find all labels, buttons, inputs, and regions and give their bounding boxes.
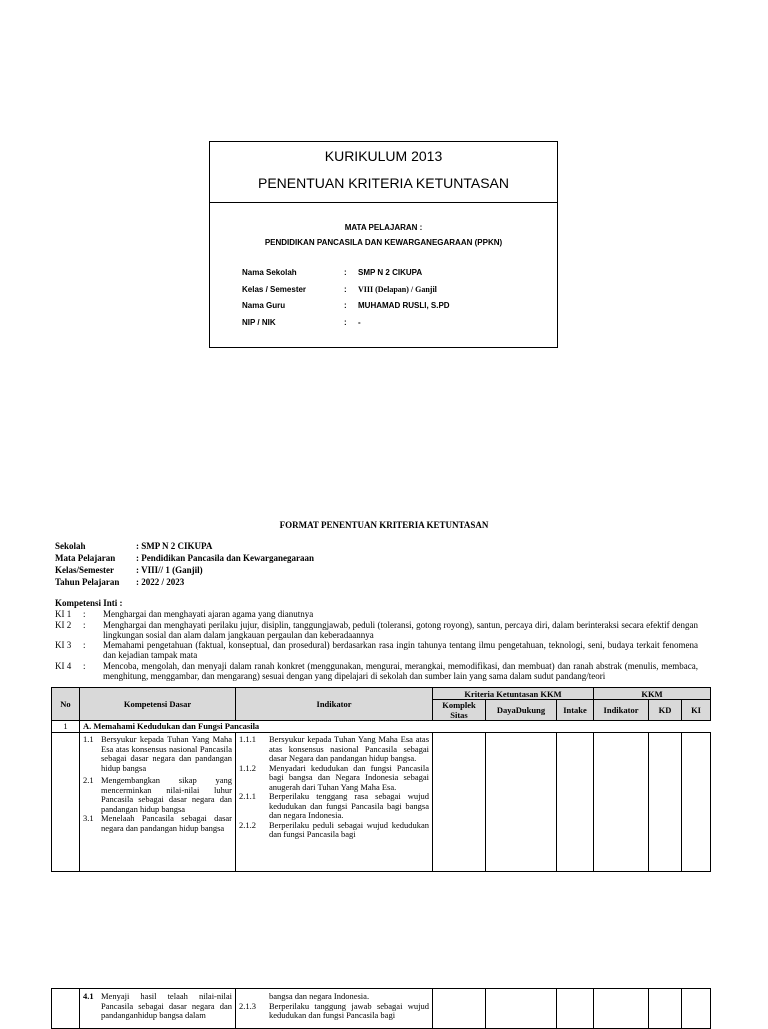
ki-heading: Kompetensi Inti : [55,598,123,608]
meta-row [55,565,314,577]
format-title: FORMAT PENENTUAN KRITERIA KETUNTASAN [279,520,489,530]
ki-row [55,609,698,620]
ki-code: KI 2 [55,620,72,630]
info-colon: : [344,284,347,294]
indikator-item [239,735,429,764]
kd-item [83,735,232,773]
kkm-table-continued [51,988,711,1029]
kkm-ki-cell [682,989,711,1029]
ki-text: Menghargai dan menghayati perilaku jujur, disiplin, tanggungjawab, peduli (toleransi, gotong royong), santun, percaya diri, dalam berinteraksi secara efektif dengan lingkungan sosial dan alam dalam jangkauan pergaulan dan keberadaannya [103,620,698,640]
kompleksitas-cell [433,989,486,1029]
info-value: VIII (Delapan) / Ganjil [358,284,437,294]
kd-text: Mengembangkan sikap yang mencerminkan nilai-nilai luhur Pancasila sebagai dasar negara dan pandangan hidup bangsa [101,775,232,814]
header-kd: Kompetensi Dasar [80,688,236,721]
indikator-item [239,1002,429,1021]
info-colon: : [344,317,347,327]
ki-code: KI 1 [55,609,72,619]
header-kriteria: Kriteria Ketuntasan KKM [433,688,594,700]
meta-row [55,541,314,553]
cover-title: KURIKULUM 2013 [324,148,443,164]
meta-label: Sekolah [55,541,86,551]
intake-cell [557,989,594,1029]
cover-info [242,268,450,334]
info-row-nip [242,318,450,335]
info-row-class [242,285,450,302]
row-number: 1 [52,721,80,733]
meta-label: Mata Pelajaran [55,553,116,563]
meta-value: : Pendidikan Pancasila dan Kewarganegaraan [136,553,315,563]
ki-row [55,661,698,681]
indikator-text: Berperilaku tenggang rasa sebagai wujud kedudukan dan fungsi Pancasila bagi bangsa dan negara Indonesia. [269,791,429,820]
kd-item [83,992,232,1021]
indikator-text: bangsa dan negara Indonesia. [269,991,370,1001]
kd-number: 3.1 [83,813,94,823]
kd-cell [80,989,236,1029]
kd-number: 1.1 [83,734,94,744]
header-kompleksitas: Komplek Sitas [433,700,486,721]
indikator-text: Bersyukur kepada Tuhan Yang Maha Esa atas atas konsensus nasional Pancasila sebagai dasar Negara dan pandangan hidup bangsa. [269,734,429,763]
meta-value: : VIII// 1 (Ganjil) [136,565,203,575]
kkm-indikator-cell [594,733,649,872]
ki-colon: : [83,609,86,619]
cover-subtitle: PENENTUAN KRITERIA KETUNTASAN [257,175,509,191]
kkm-kd-cell [649,733,682,872]
info-label: Nama Sekolah [242,268,297,277]
subject-value: PENDIDIKAN PANCASILA DAN KEWARGANEGARAAN (PPKN) [264,238,503,247]
header-indikator: Indikator [236,688,433,721]
indikator-number: 2.1.1 [239,791,256,801]
cover-box [209,141,558,348]
meta-label: Kelas/Semester [55,565,114,575]
ki-colon: : [83,661,86,671]
info-label: Kelas / Semester [242,284,307,294]
indikator-item [239,821,429,840]
kkm-ki-cell [682,733,711,872]
section-title: A. Memahami Kedudukan dan Fungsi Pancasila [80,721,711,733]
row-number-cell [52,733,80,872]
meta-value: : 2022 / 2023 [136,577,185,587]
header-kkm-indikator: Indikator [594,700,649,721]
meta-row [55,577,314,589]
info-label: Nama Guru [242,301,286,310]
kd-item [83,776,232,814]
info-value: SMP N 2 CIKUPA [358,268,423,277]
header-daya-dukung: DayaDukung [486,700,557,721]
header-no: No [52,688,80,721]
kd-number: 2.1 [83,775,94,785]
indikator-number: 1.1.1 [239,734,256,744]
meta-block [55,541,314,589]
ki-colon: : [83,640,86,650]
ki-code: KI 4 [55,661,72,671]
indikator-number: 2.1.3 [239,1000,256,1011]
row-number-cell [52,989,80,1029]
indikator-cell [236,733,433,872]
indikator-text: Berperilaku peduli sebagai wujud kedudukan dan fungsi Pancasila bagi [269,819,429,839]
info-colon: : [344,268,347,277]
kd-cell [80,733,236,872]
info-value: - [358,317,361,327]
daya-dukung-cell [486,989,557,1029]
subject-label: MATA PELAJARAN : [344,223,423,232]
ki-text: Mencoba, mengolah, dan menyaji dalam ranah konkret (menggunakan, mengurai, merangkai, memodifikasi, dan membuat) dan ranah abstrak (menulis, membaca, menghitung, menggambar, dan mengarang) sesuai dengan yang dipelajari di sekolah dan sumber lain yang sama dalam sudut pandang/teori [103,661,698,681]
kd-number: 4.1 [83,991,94,1001]
info-label: NIP / NIK [242,317,276,327]
intake-cell [557,733,594,872]
info-value: MUHAMAD RUSLI, S.PD [358,301,450,310]
header-kkm: KKM [594,688,711,700]
kd-item [83,814,232,833]
indikator-number: 1.1.2 [239,762,256,773]
info-row-school [242,268,450,285]
meta-value: : SMP N 2 CIKUPA [136,541,213,551]
kd-text: Bersyukur kepada Tuhan Yang Maha Esa atas konsensus nasional Pancasila sebagai dasar negara dan pandangan hidup bangsa [101,734,232,773]
meta-label: Tahun Pelajaran [55,577,120,587]
header-kkm-kd: KD [649,700,682,721]
ki-colon: : [83,620,86,630]
cover-header [210,142,557,203]
indikator-item [239,792,429,821]
ki-row [55,620,698,640]
info-row-teacher [242,301,450,318]
kompetensi-inti [55,598,698,681]
kkm-table [51,687,711,872]
kd-text: Menyaji hasil telaah nilai-nilai Pancasila sebagai dasar negara dan pandanganhidup bangsa dalam [101,991,232,1020]
kkm-indikator-cell [594,989,649,1029]
ki-row [55,640,698,661]
ki-text: Memahami pengetahuan (faktual, konseptual, dan prosedural) berdasarkan rasa ingin tahunya tentang ilmu pengetahuan, teknologi, seni, budaya terkait fenomena dan kejadian tampak mata [103,640,698,660]
indikator-text: Menyadari kedudukan dan fungsi Pancasila bagi bangsa dan Negara Indonesia sebagai anugerah dari Tuhan Yang Maha Esa. [269,762,429,792]
daya-dukung-cell [486,733,557,872]
kd-text: Menelaah Pancasila sebagai dasar negara dan pandangan hidup bangsa [101,813,232,833]
info-colon: : [344,301,347,310]
meta-row [55,553,314,565]
header-intake: Intake [557,700,594,721]
indikator-text: Berperilaku tanggung jawab sebagai wujud kedudukan dan fungsi Pancasila bagi [269,1000,429,1020]
ki-code: KI 3 [55,640,72,650]
header-kkm-ki: KI [682,700,711,721]
indikator-cell [236,989,433,1029]
kkm-kd-cell [649,989,682,1029]
ki-text: Menghargai dan menghayati ajaran agama yang dianutnya [103,609,314,619]
indikator-number: 2.1.2 [239,819,256,830]
kompleksitas-cell [433,733,486,872]
indikator-item [239,764,429,793]
